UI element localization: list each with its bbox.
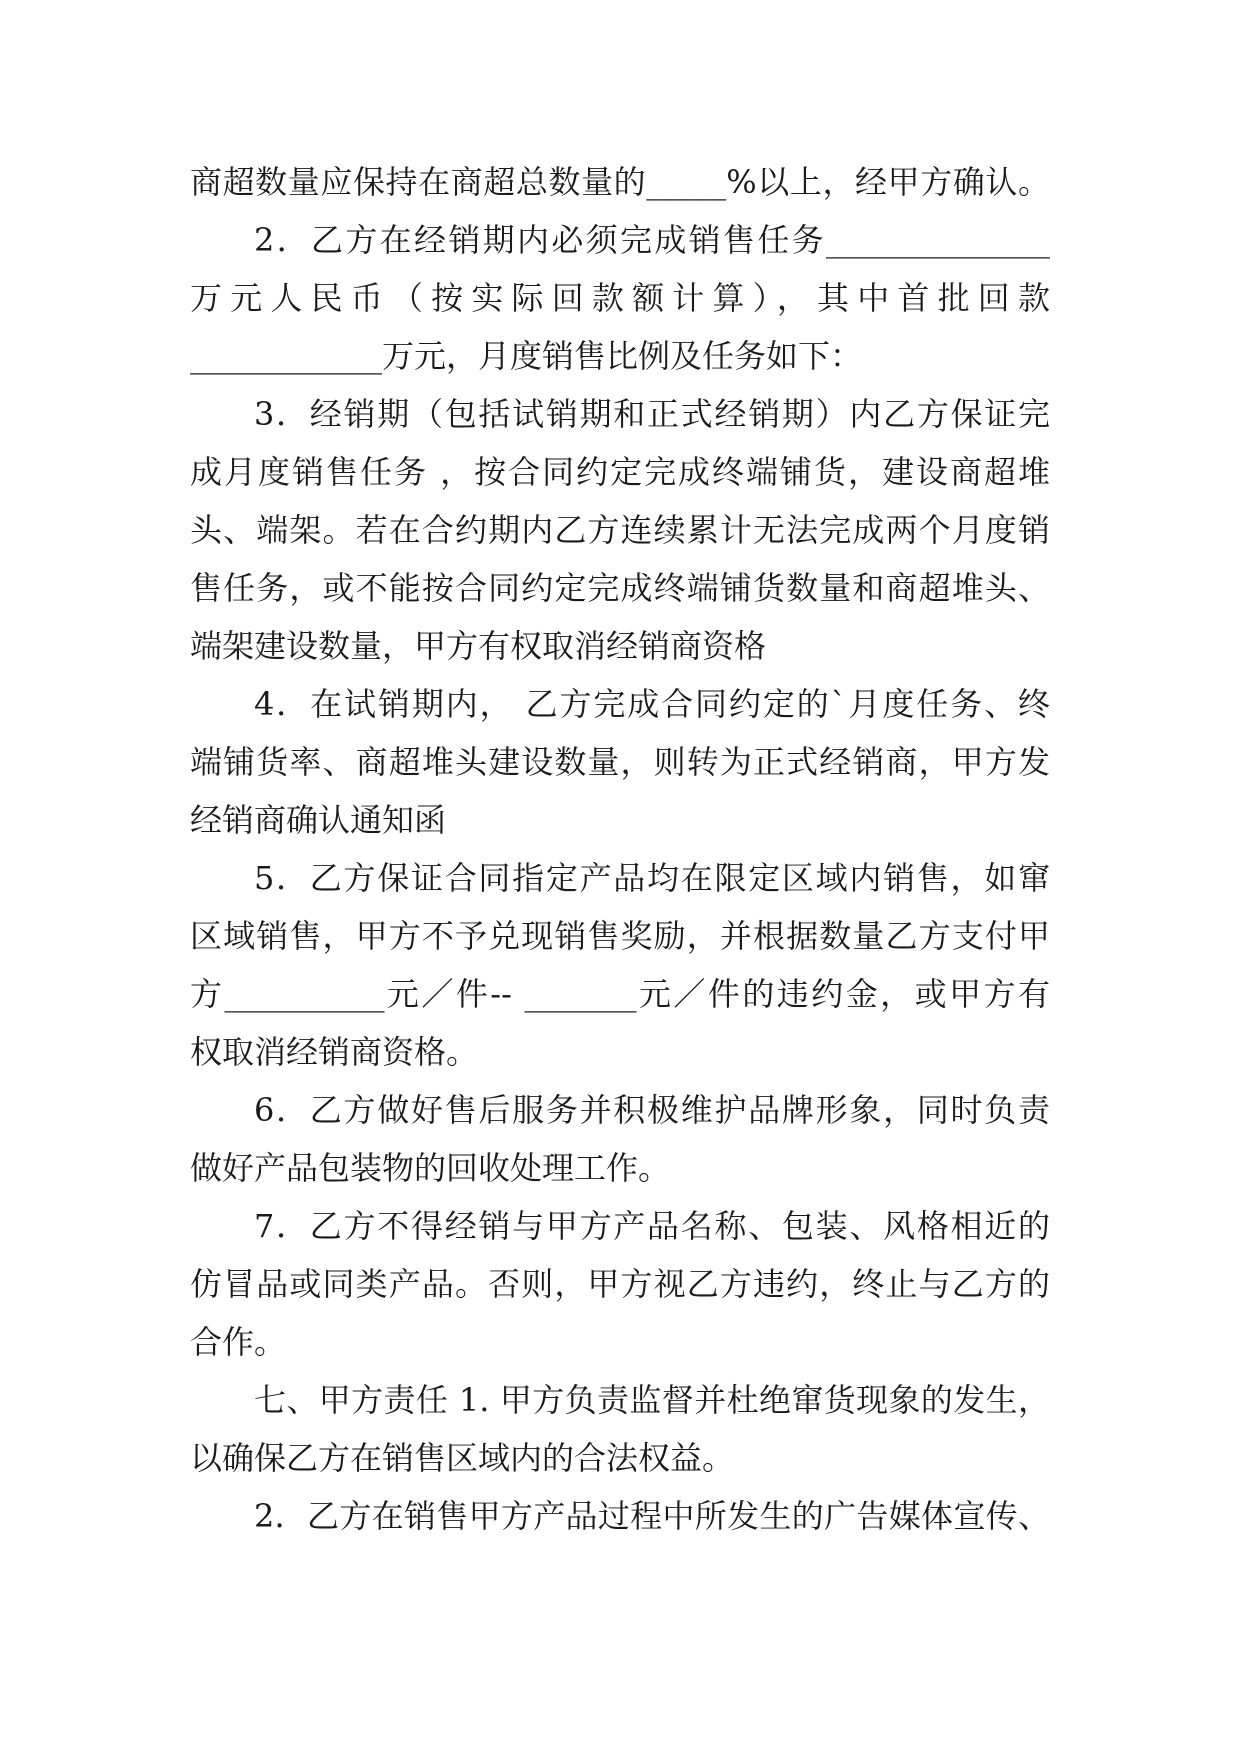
text-line: 七、甲方责任 1. 甲方负责监督并杜绝窜货现象的发生， bbox=[254, 1381, 1050, 1419]
text-line: 7．乙方不得经销与甲方产品名称、包装、风格相近的 bbox=[254, 1207, 1050, 1245]
text-line: 4．在试销期内， 乙方完成合同约定的`月度任务、终 bbox=[254, 685, 1050, 723]
text-line: 合作。 bbox=[190, 1323, 287, 1361]
text-line: 万元人民币（按实际回款额计算），其中首批回款 bbox=[190, 279, 1050, 317]
text-line: 2．乙方在销售甲方产品过程中所发生的广告媒体宣传、 bbox=[254, 1497, 1050, 1535]
text-line: 区域销售，甲方不予兑现销售奖励，并根据数量乙方支付甲 bbox=[190, 917, 1050, 955]
text-line: 权取消经销商资格。 bbox=[190, 1033, 479, 1071]
text-line: 端铺货率、商超堆头建设数量，则转为正式经销商，甲方发 bbox=[190, 743, 1050, 781]
text-line: 成月度销售任务 ，按合同约定完成终端铺货，建设商超堆 bbox=[190, 453, 1050, 491]
text-line: 仿冒品或同类产品。否则，甲方视乙方违约，终止与乙方的 bbox=[190, 1265, 1050, 1303]
text-line: 5．乙方保证合同指定产品均在限定区域内销售，如窜 bbox=[254, 859, 1050, 897]
text-line: 头、端架。若在合约期内乙方连续累计无法完成两个月度销 bbox=[190, 511, 1050, 549]
text-line: 售任务，或不能按合同约定完成终端铺货数量和商超堆头、 bbox=[190, 569, 1050, 607]
text-line: 以确保乙方在销售区域内的合法权益。 bbox=[190, 1439, 735, 1477]
text-line: ____________万元，月度销售比例及任务如下： bbox=[190, 337, 863, 375]
text-line: 做好产品包装物的回收处理工作。 bbox=[190, 1149, 671, 1187]
text-line: 商超数量应保持在商超总数量的_____%以上，经甲方确认。 bbox=[190, 163, 1050, 201]
text-line: 方__________元／件-- _______元／件的违约金，或甲方有 bbox=[190, 975, 1050, 1013]
text-line: 2．乙方在经销期内必须完成销售任务______________ bbox=[254, 221, 1050, 259]
text-line: 3．经销期（包括试销期和正式经销期）内乙方保证完 bbox=[254, 395, 1050, 433]
text-line: 经销商确认通知函 bbox=[190, 801, 447, 839]
text-line: 6．乙方做好售后服务并积极维护品牌形象，同时负责 bbox=[254, 1091, 1050, 1129]
text-line: 端架建设数量，甲方有权取消经销商资格 bbox=[190, 627, 767, 665]
